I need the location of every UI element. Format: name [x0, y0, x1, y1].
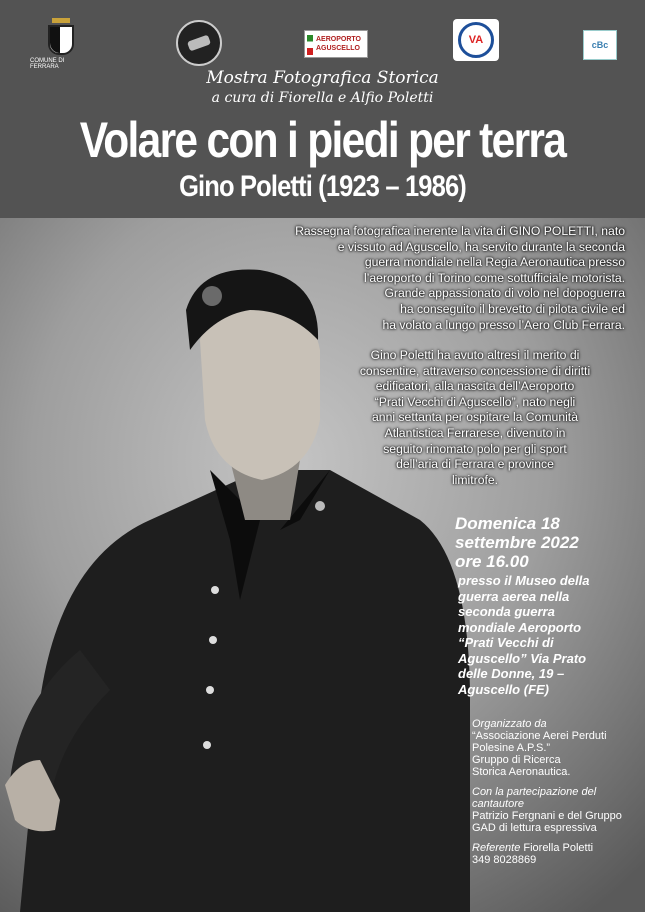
- event-venue-line: guerra aerea nella: [458, 588, 570, 604]
- organizer-block: [472, 718, 642, 778]
- cbc-logo: cBc: [583, 30, 617, 60]
- event-date-line: ore 16.00: [455, 552, 529, 571]
- organizer-line: “Associazione Aerei Perduti: [472, 730, 607, 742]
- participation-line: Patrizio Fergnani e del Gruppo: [472, 810, 622, 822]
- event-date-line: settembre 2022: [455, 533, 579, 552]
- desc-line: limitrofe.: [451, 472, 499, 487]
- participation-line: GAD di lettura espressiva: [472, 822, 597, 834]
- referent-block: [472, 842, 642, 866]
- va-logo: [453, 19, 499, 61]
- desc-line: ha volato a lungo presso l’Aero Club Ferrara.: [382, 317, 625, 332]
- event-date-line: Domenica 18: [455, 514, 560, 533]
- participation-label: cantautore: [472, 798, 524, 810]
- organizer-line: Storica Aeronautica.: [472, 766, 571, 778]
- crown-icon: [52, 18, 70, 23]
- page-title: Volare con i piedi per terra: [79, 112, 566, 168]
- event-venue-line: Aguscello (FE): [458, 681, 550, 697]
- event-venue-line: mondiale Aeroporto: [458, 619, 582, 635]
- desc-line: dell’aria di Ferrara e province: [396, 457, 554, 472]
- aero-logo-text-2: AGUSCELLO: [316, 45, 360, 52]
- referent-name: Fiorella Poletti: [523, 842, 594, 854]
- shield-icon: [48, 25, 74, 55]
- event-venue-line: Aguscello” Via Prato: [458, 650, 587, 666]
- desc-line: guerra mondiale nella Regia Aeronautica presso: [364, 255, 625, 270]
- exhibition-type: Mostra Fotografica Storica: [206, 68, 439, 88]
- comune-ferrara-logo: [30, 18, 92, 70]
- desc-line: ha conseguito il brevetto di pilota civile ed: [400, 301, 625, 316]
- aeroporto-aguscello-logo: [304, 30, 368, 58]
- desc-line: Rassegna fotografica inerente la vita di GINO POLETTI, nato: [295, 224, 625, 238]
- participation-block: [472, 786, 642, 834]
- event-info: [455, 514, 635, 697]
- desc-line: edificatori, alla nascita dell’Aeroporto: [375, 379, 575, 394]
- desc-line: seguito rinomato polo per gli sport: [383, 441, 567, 456]
- event-venue: [455, 573, 635, 697]
- desc-line: “Prati Vecchi di Aguscello”, nato negli: [374, 394, 576, 409]
- participation-label: Con la partecipazione del: [472, 786, 597, 798]
- page-subtitle: Gino Poletti (1923 – 1986): [179, 170, 466, 203]
- desc-line: l’aeroporto di Torino come sottufficiale motorista.: [363, 270, 625, 285]
- description-paragraph-2: [325, 348, 625, 488]
- aero-logo-text-1: AEROPORTO: [316, 36, 361, 43]
- event-venue-line: presso il Museo della: [458, 573, 590, 588]
- desc-line: e vissuto ad Aguscello, ha servito durante la seconda: [337, 239, 625, 254]
- referent-phone: 349 8028869: [472, 854, 537, 866]
- credits: [472, 718, 642, 866]
- event-venue-line: “Prati Vecchi di: [458, 635, 554, 650]
- event-venue-line: delle Donne, 19 –: [458, 666, 565, 681]
- va-logo-text: VA: [458, 22, 494, 58]
- desc-line: Grande appassionato di volo nel dopoguerra: [384, 286, 625, 301]
- organizer-label: Organizzato da: [472, 718, 547, 730]
- aerei-perduti-logo: [176, 20, 222, 66]
- exhibition-curators: a cura di Fiorella e Alfio Poletti: [211, 90, 434, 106]
- organizer-line: Gruppo di Ricerca: [472, 754, 561, 766]
- italian-flag-icon: [307, 35, 313, 55]
- event-venue-line: seconda guerra: [458, 604, 555, 619]
- desc-line: Gino Poletti ha avuto altresì il merito di: [370, 348, 580, 362]
- description-paragraph-1: [225, 224, 625, 333]
- referent-label: Referente: [472, 842, 521, 854]
- desc-line: anni settanta per ospitare la Comunità: [372, 410, 578, 425]
- ferrara-logo-text: COMUNE DI FERRARA: [30, 58, 65, 70]
- desc-line: Atlantistica Ferrarese, divenuto in: [384, 425, 566, 440]
- event-date: [455, 514, 635, 571]
- organizer-line: Polesine A.P.S.”: [472, 742, 551, 754]
- desc-line: consentire, attraverso concessione di diritti: [359, 363, 591, 378]
